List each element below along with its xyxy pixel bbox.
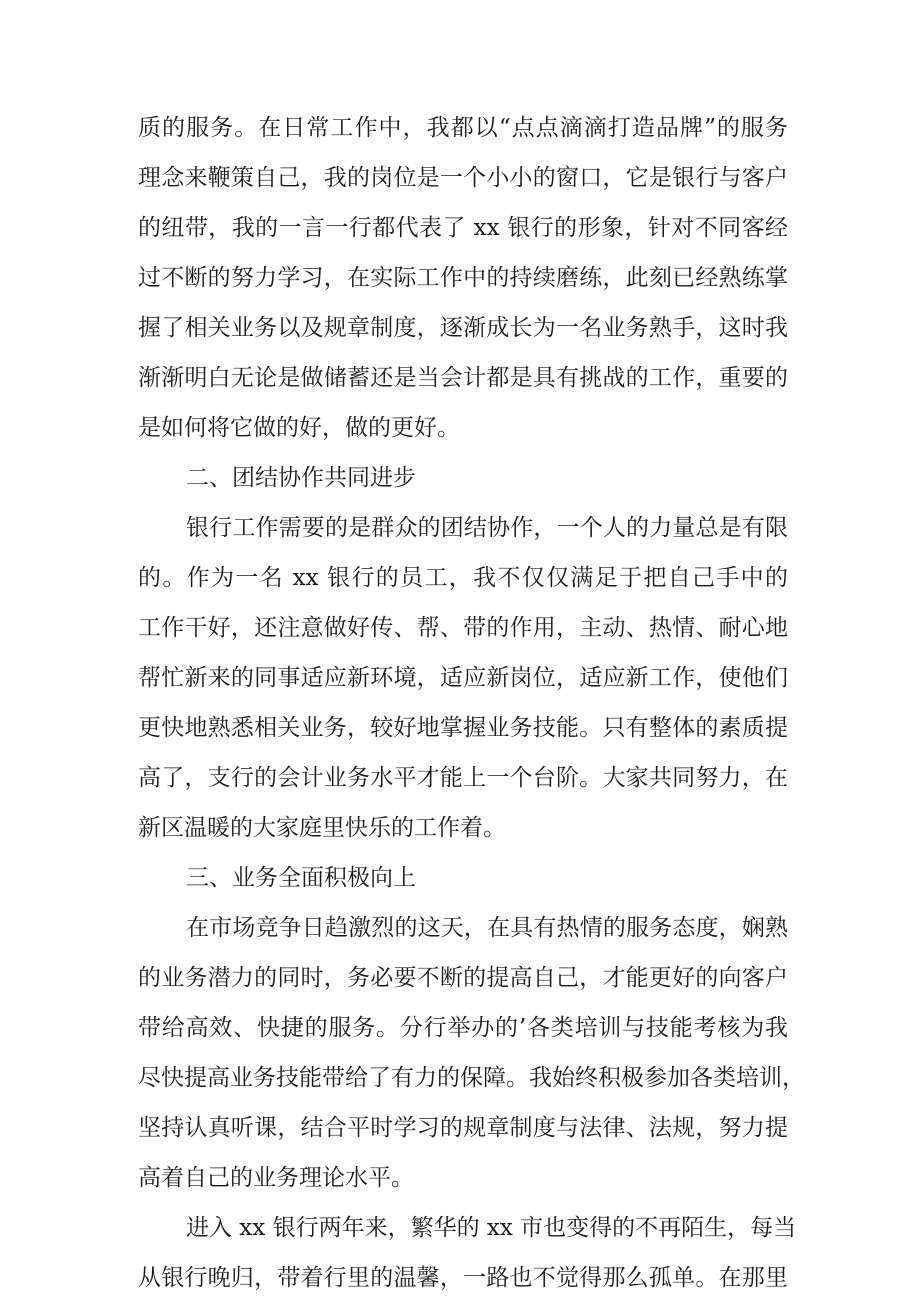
text-line: 过不断的努力学习，在实际工作中的持续磨练，此刻已经熟练掌: [138, 265, 788, 291]
text-line: 从银行晚归，带着行里的温馨，一路也不觉得那么孤单。在那里: [138, 1265, 788, 1291]
section-heading: 二、团结协作共同进步: [186, 465, 416, 491]
text-line: 进入 xx 银行两年来，繁华的 xx 市也变得的不再陌生，每当: [186, 1215, 797, 1241]
text-line: 在市场竞争日趋激烈的这天，在具有热情的服务态度，娴熟: [186, 915, 788, 941]
text-line: 帮忙新来的同事适应新环境，适应新岗位，适应新工作，使他们: [138, 665, 788, 691]
text-line: 质的服务。在日常工作中，我都以“点点滴滴打造品牌”的服务: [138, 115, 788, 141]
text-line: 是如何将它做的好，做的更好。: [138, 415, 460, 441]
text-line: 更快地熟悉相关业务，较好地掌握业务技能。只有整体的素质提: [138, 715, 788, 741]
section-heading: 三、业务全面积极向上: [186, 865, 416, 891]
text-line: 尽快提高业务技能带给了有力的保障。我始终积极参加各类培训，: [138, 1065, 805, 1091]
text-line: 工作干好，还注意做好传、帮、带的作用，主动、热情、耐心地: [138, 615, 788, 641]
text-line: 高着自己的业务理论水平。: [138, 1165, 414, 1191]
text-line: 带给高效、快捷的服务。分行举办的’各类培训与技能考核为我: [138, 1015, 788, 1041]
text-line: 的纽带，我的一言一行都代表了 xx 银行的形象，针对不同客经: [138, 215, 788, 241]
text-line: 银行工作需要的是群众的团结协作，一个人的力量总是有限: [186, 515, 788, 541]
text-line: 高了，支行的会计业务水平才能上一个台阶。大家共同努力，在: [138, 765, 788, 791]
text-line: 握了相关业务以及规章制度，逐渐成长为一名业务熟手，这时我: [138, 315, 788, 341]
text-line: 的业务潜力的同时，务必要不断的提高自己，才能更好的向客户: [138, 965, 788, 991]
text-line: 新区温暖的大家庭里快乐的工作着。: [138, 815, 506, 841]
text-line: 渐渐明白无论是做储蓄还是当会计都是具有挑战的工作，重要的: [138, 365, 788, 391]
text-line: 坚持认真听课，结合平时学习的规章制度与法律、法规，努力提: [138, 1115, 788, 1141]
text-line: 理念来鞭策自己，我的岗位是一个小小的窗口，它是银行与客户: [138, 165, 788, 191]
text-line: 的。作为一名 xx 银行的员工，我不仅仅满足于把自己手中的: [138, 565, 788, 591]
